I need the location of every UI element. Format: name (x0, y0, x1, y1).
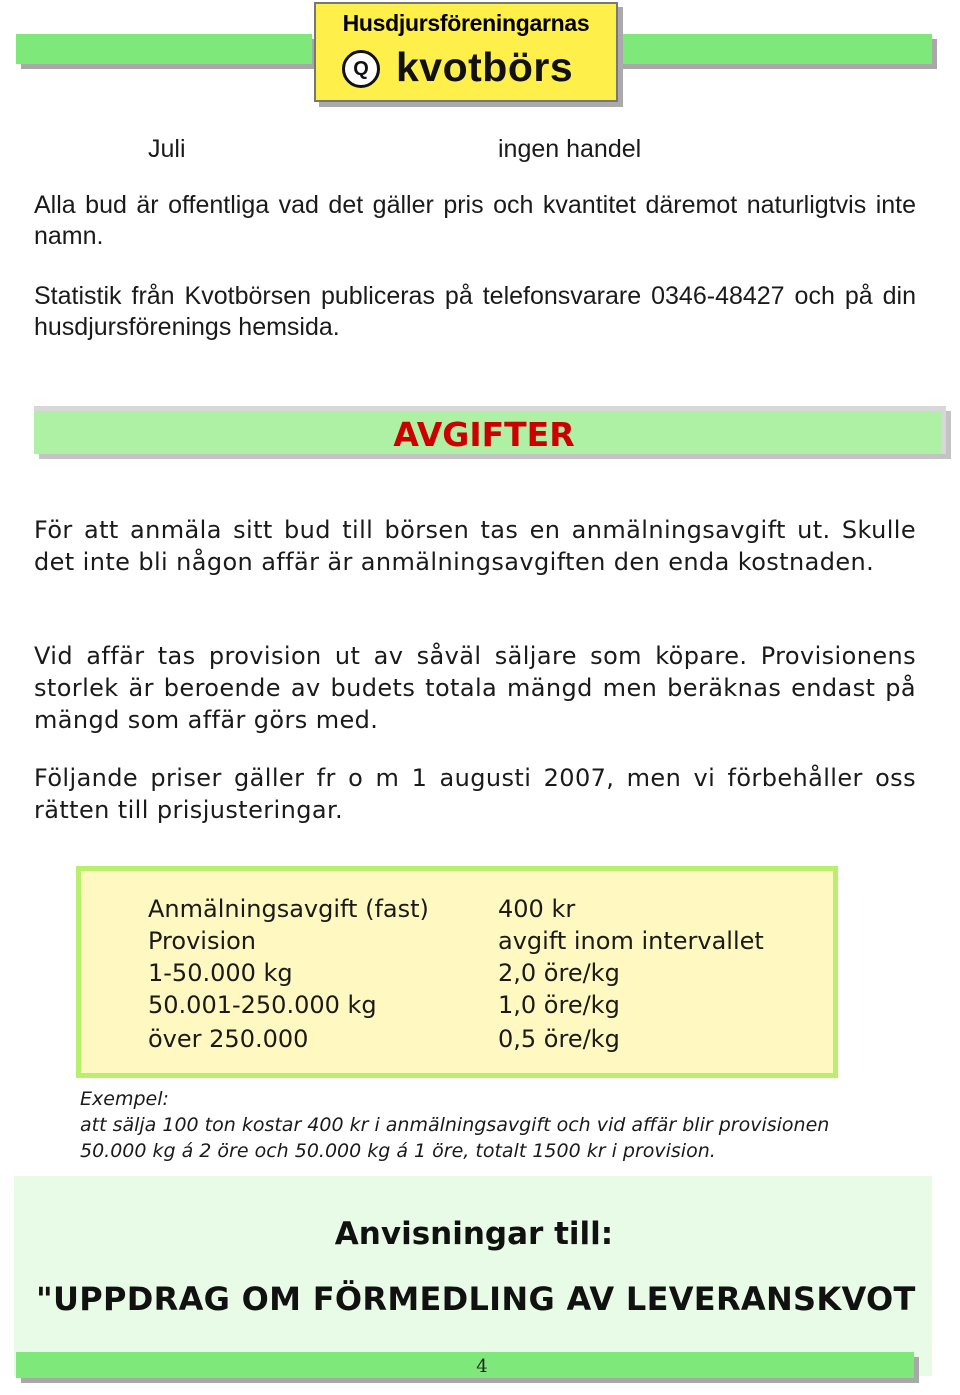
price-label: Anmälningsavgift (fast) (148, 895, 429, 923)
price-label: 1-50.000 kg (148, 959, 293, 987)
intro-paragraph-1: Alla bud är offentliga vad det gäller pris och kvantitet däremot naturligtvis inte namn. (34, 191, 916, 250)
logo-title: Husdjursföreningarnas (342, 10, 590, 36)
month-label: Juli (148, 135, 186, 163)
fees-paragraph-2: Vid affär tas provision ut av såväl säljare som köpare. Provisionens storlek är beroende av budets totala mängd men beräknas endast på mängd som affär görs med. (34, 642, 916, 734)
form-title: "UPPDRAG OM FÖRMEDLING AV LEVERANSKVOT (36, 1280, 916, 1318)
header-bar-left (16, 34, 312, 64)
example-title: Exempel: (80, 1088, 169, 1110)
price-value: 0,5 öre/kg (498, 1025, 620, 1053)
price-value: avgift inom intervallet (498, 927, 764, 955)
header-bar-right (618, 34, 932, 64)
logo (314, 2, 618, 102)
price-value: 2,0 öre/kg (498, 959, 620, 987)
price-label: över 250.000 (148, 1025, 309, 1053)
price-label: Provision (148, 927, 257, 955)
logo-wordmark: kvotbörs (396, 44, 574, 90)
trade-status: ingen handel (498, 135, 642, 163)
example-text: att sälja 100 ton kostar 400 kr i anmälningsavgift och vid affär blir provisionen 50.000 kg á 2 öre och 50.000 kg á 1 öre, totalt 1500 kr i provision. (80, 1114, 830, 1162)
section-heading: AVGIFTER (393, 415, 575, 454)
price-value: 1,0 öre/kg (498, 991, 620, 1019)
coin-icon: Q (342, 50, 380, 88)
price-value: 400 kr (498, 895, 576, 923)
instructions-heading: Anvisningar till: (334, 1216, 614, 1252)
footer-bar (16, 1352, 914, 1378)
fees-paragraph-3: Följande priser gäller fr o m 1 augusti 2007, men vi förbehåller oss rätten till prisjusteringar. (34, 764, 916, 824)
price-label: 50.001-250.000 kg (148, 991, 377, 1019)
intro-paragraph-2: Statistik från Kvotbörsen publiceras på telefonsvarare 0346-48427 och på din husdjursförenings hemsida. (34, 282, 916, 341)
fees-paragraph-1: För att anmäla sitt bud till börsen tas en anmälningsavgift ut. Skulle det inte bli någon affär är anmälningsavgiften den enda kostnaden. (34, 516, 916, 576)
page-number: 4 (476, 1356, 488, 1377)
instructions-panel (14, 1176, 932, 1376)
